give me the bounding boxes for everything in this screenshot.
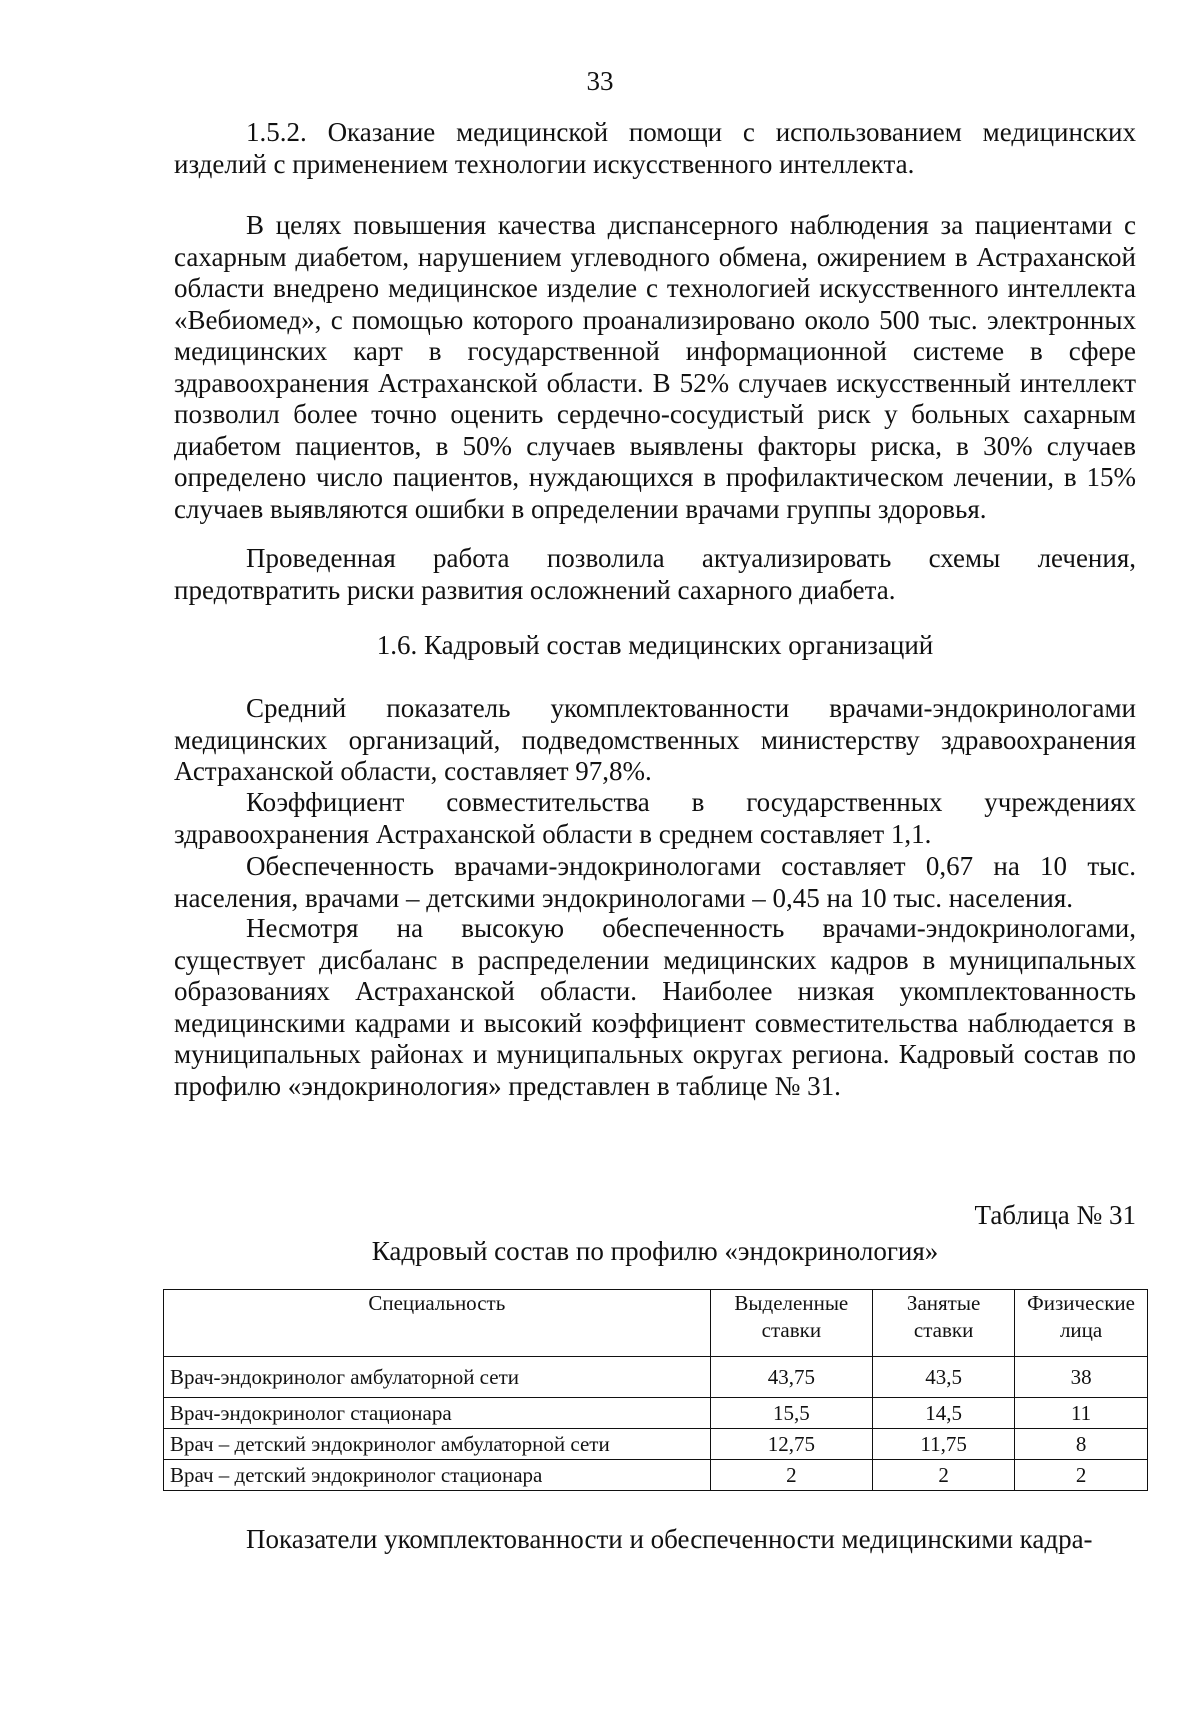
cell-physical: 11 bbox=[1015, 1398, 1148, 1429]
table-row bbox=[164, 1460, 1148, 1491]
table-row bbox=[164, 1429, 1148, 1460]
cell-allocated: 15,5 bbox=[710, 1398, 872, 1429]
header-physical-persons: Физические лица bbox=[1015, 1290, 1148, 1357]
paragraph-provision-text: Обеспеченность врачами-эндокринологами составляет 0,67 на 10 тыс. населения, врачами – детскими эндокринологами – 0,45 на 10 тыс. населения. bbox=[174, 851, 1136, 913]
paragraph-vebiomed bbox=[174, 210, 1136, 525]
cell-allocated: 12,75 bbox=[710, 1429, 872, 1460]
table-header-row bbox=[164, 1290, 1148, 1357]
header-allocated-positions: Выделенные ставки bbox=[710, 1290, 872, 1357]
cell-physical: 2 bbox=[1015, 1460, 1148, 1491]
cell-allocated: 2 bbox=[710, 1460, 872, 1491]
cell-specialty: Врач-эндокринолог амбулаторной сети bbox=[164, 1357, 711, 1398]
paragraph-imbalance bbox=[174, 913, 1136, 1102]
cell-occupied: 43,5 bbox=[873, 1357, 1015, 1398]
table-title: Кадровый состав по профилю «эндокринология» bbox=[371, 1236, 939, 1266]
paragraph-trailing-text: Показатели укомплектованности и обеспеченности медицинскими кадра- bbox=[246, 1524, 1093, 1554]
paragraph-combination-coefficient-text: Коэффициент совместительства в государственных учреждениях здравоохранения Астраханской области в среднем составляет 1,1. bbox=[174, 787, 1136, 849]
cell-specialty: Врач – детский эндокринолог стационара bbox=[164, 1460, 711, 1491]
cell-allocated: 43,75 bbox=[710, 1357, 872, 1398]
cell-occupied: 2 bbox=[873, 1460, 1015, 1491]
staffing-table bbox=[163, 1289, 1148, 1491]
section-1-5-2-heading bbox=[174, 117, 1136, 180]
table-row bbox=[164, 1357, 1148, 1398]
paragraph-trailing bbox=[174, 1524, 1136, 1556]
paragraph-staffing-rate-text: Средний показатель укомплектованности врачами-эндокринологами медицинских организаций, подведомственных министерству здравоохранения Астраханской области, составляет 97,8%. bbox=[174, 693, 1136, 786]
cell-specialty: Врач – детский эндокринолог амбулаторной сети bbox=[164, 1429, 711, 1460]
cell-physical: 8 bbox=[1015, 1429, 1148, 1460]
table-row bbox=[164, 1398, 1148, 1429]
paragraph-combination-coefficient bbox=[174, 787, 1136, 850]
section-1-6-heading: 1.6. Кадровый состав медицинских организаций bbox=[376, 630, 934, 660]
header-occupied-positions: Занятые ставки bbox=[873, 1290, 1015, 1357]
cell-occupied: 14,5 bbox=[873, 1398, 1015, 1429]
cell-occupied: 11,75 bbox=[873, 1429, 1015, 1460]
header-specialty: Специальность bbox=[164, 1290, 711, 1357]
paragraph-staffing-rate bbox=[174, 693, 1136, 788]
cell-physical: 38 bbox=[1015, 1357, 1148, 1398]
page-number: 33 bbox=[586, 66, 614, 96]
table-number-label: Таблица № 31 bbox=[974, 1200, 1136, 1230]
paragraph-results bbox=[174, 543, 1136, 606]
paragraph-vebiomed-text: В целях повышения качества диспансерного наблюдения за пациентами с сахарным диабетом, нарушением углеводного обмена, ожирением в Астраханской области внедрено медицинское изделие с технологией искусственного интеллекта «Вебиомед», с помощью которого проанализировано около 500 тыс. электронных медицинских карт в государственной информационной системе в сфере здравоохранения Астраханской области. В 52% случаев искусственный интеллект позволил более точно оценить сердечно-сосудистый риск у больных сахарным диабетом пациентов, в 50% случаев выявлены факторы риска, в 30% случаев определено число пациентов, нуждающихся в профилактическом лечении, в 15% случаев выявляются ошибки в определении врачами группы здоровья. bbox=[174, 210, 1136, 524]
cell-specialty: Врач-эндокринолог стационара bbox=[164, 1398, 711, 1429]
paragraph-imbalance-text: Несмотря на высокую обеспеченность врачами-эндокринологами, существует дисбаланс в распределении медицинских кадров в муниципальных образованиях Астраханской области. Наиболее низкая укомплектованность медицинскими кадрами и высокий коэффициент совместительства наблюдается в муниципальных районах и муниципальных округах региона. Кадровый состав по профилю «эндокринология» представлен в таблице № 31. bbox=[174, 913, 1136, 1101]
paragraph-results-text: Проведенная работа позволила актуализировать схемы лечения, предотвратить риски развития осложнений сахарного диабета. bbox=[174, 543, 1136, 605]
section-1-5-2-heading-text: 1.5.2. Оказание медицинской помощи с использованием медицинских изделий с применением технологии искусственного интеллекта. bbox=[174, 117, 1136, 179]
paragraph-provision bbox=[174, 851, 1136, 914]
